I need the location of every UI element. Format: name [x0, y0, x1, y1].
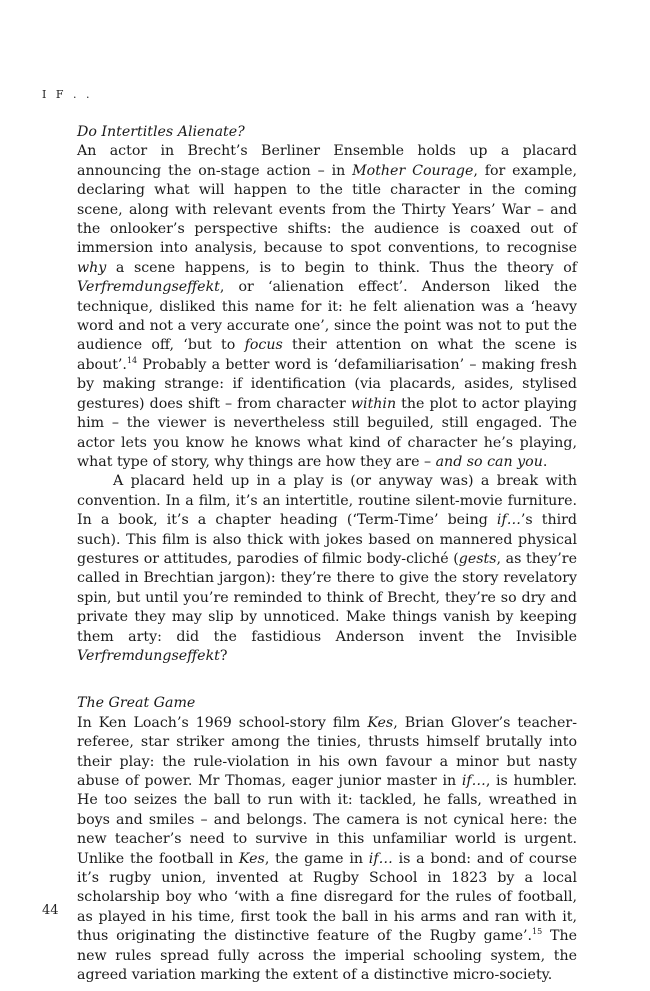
paragraph — [77, 714, 577, 986]
text-run: ? — [219, 647, 228, 664]
text-run: , the game in — [264, 850, 369, 867]
page-number: 44 — [42, 903, 59, 918]
italic-text: Kes — [367, 714, 394, 731]
text-run: , Brian Glover’s teacher-referee, star striker among the tinies, thrusts himself brutally into their play: the rule-violation in his own favour a minor but nasty abuse of power. Mr Thomas, eager junior master in — [77, 714, 578, 789]
text-run: A placard held up in a play is (or anyway was) a break with convention. In a film, it’s an intertitle, routine silent-movie furniture. In a book, it’s a chapter heading (‘Term-Time’ being — [77, 473, 577, 529]
text-block — [77, 123, 577, 985]
paragraph — [77, 142, 577, 472]
running-head: I F . . — [42, 88, 93, 101]
italic-text: Mother Courage — [352, 162, 474, 179]
italic-text: within — [350, 395, 397, 412]
footnote-marker: 15 — [531, 927, 543, 937]
text-run: , as they’re called in Brechtian jargon): they’re there to give the story revelatory spin, but until you’re reminded to think of Brecht, they’re so dry and private they may slip by unnoticed. Make things vanish by keeping them arty: did the fastidious Anderson invent the Invisible — [77, 550, 577, 645]
italic-text: Kes — [238, 850, 265, 867]
italic-text: if… — [496, 512, 521, 529]
italic-text: and so can you — [435, 453, 543, 470]
italic-text: gests — [458, 550, 497, 567]
section-gap — [77, 666, 577, 694]
text-run: the plot to actor playing him – the viewer is nevertheless still beguiled, still engaged. The actor lets you know he knows what kind of character he’s playing, what type of story, why things are how they are – — [77, 395, 578, 470]
text-run: a scene happens, is to begin to think. Thus the theory of — [106, 259, 577, 276]
text-run: . — [542, 453, 548, 470]
italic-text: focus — [244, 337, 283, 354]
text-run: In Ken Loach’s 1969 school-story film — [77, 714, 368, 731]
italic-text: Verfremdungseffekt — [77, 647, 220, 664]
text-run: , or ‘alienation effect’. Anderson liked the technique, disliked this name for it: he felt alienation was a ‘heavy word and not a very accurate one’, since the point was not to put the audience off, ‘but to — [77, 279, 577, 354]
section-heading-great-game: The Great Game — [77, 695, 196, 712]
text-run: is a bond: and of course it’s rugby union, invented at Rugby School in 1823 by a local scholarship boy who ‘with a fine disregard for the rules of football, as played in his time, first took the ball in his arms and ran with it, thus originating the distinctive feature of the Rugby game’. — [77, 850, 577, 945]
text-run: , for example, declaring what will happen to the title character in the coming scene, along with relevant events from the Thirty Years’ War – and the onlooker’s perspective shifts: the audience is coaxed out of immersion into analysis, because to spot conventions, to recognise — [77, 162, 577, 257]
italic-text: if… — [368, 850, 393, 867]
text-run: An actor in Brecht’s Berliner Ensemble holds up a placard announcing the on-stage action – in — [77, 143, 577, 179]
paragraph — [77, 472, 577, 666]
footnote-marker: 14 — [126, 355, 138, 365]
text-run: their attention on what the scene is about’. — [77, 337, 578, 373]
italic-text: if… — [461, 773, 486, 789]
section-heading-intertitles: Do Intertitles Alienate? — [77, 124, 245, 140]
text-run: , is humbler. He too seizes the ball to run with it: tackled, he falls, wreathed in boys and smiles – and belongs. The camera is not cynical here: the new teacher’s need to survive in this unfamiliar world is urgent. Unlike the football in — [77, 773, 577, 867]
italic-text: why — [77, 259, 107, 276]
italic-text: Verfremdungseffekt — [77, 279, 220, 296]
text-run: Probably a better word is ‘defamiliarisation’ – making fresh by making strange: if identification (via placards, asides, stylised gestures) does shift – from character — [77, 356, 577, 412]
text-run: The new rules spread fully across the imperial schooling system, the agreed variation marking the extent of a distinctive micro-society. — [77, 928, 577, 984]
text-run: ’s third such). This film is also thick with jokes based on mannered physical gestures or attitudes, parodies of filmic body-cliché ( — [77, 512, 577, 567]
